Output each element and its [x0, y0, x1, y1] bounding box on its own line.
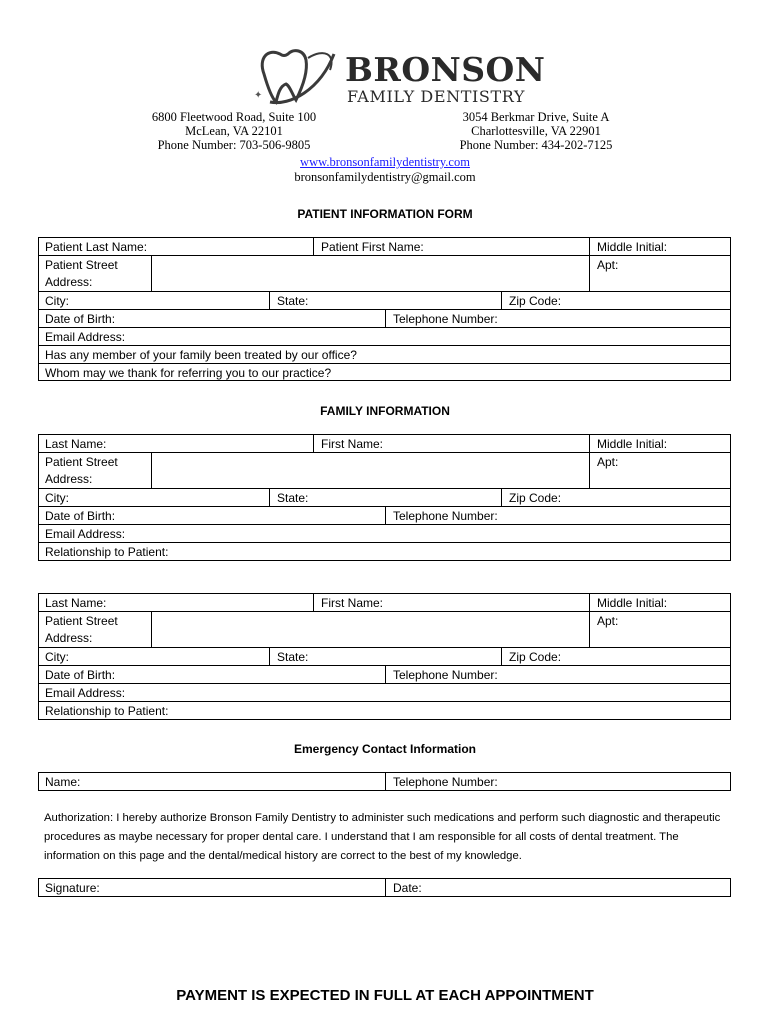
patient-zip-field[interactable]: Zip Code:: [509, 294, 562, 308]
patient-first-name-field[interactable]: Patient First Name:: [321, 240, 424, 254]
authorization-text: Authorization: I hereby authorize Bronson Family Dentistry to administer such medications and perform such diagnostic and therapeutic procedures as maybe necessary for proper dental care. I understand that I am responsible for all costs of dental treatment. The information on this page and the dental/medical history are correct to the best of my knowledge.: [44, 812, 721, 862]
family-last-name-field[interactable]: Last Name:: [45, 596, 107, 610]
left-office-address: [104, 110, 364, 152]
website-link[interactable]: www.bronsonfamilydentistry.com: [300, 155, 470, 169]
family-street-address-input[interactable]: [153, 612, 587, 646]
family-address-label: Address:: [45, 631, 93, 645]
patient-street-label: Patient Street: [45, 258, 118, 272]
family-zip-field[interactable]: Zip Code:: [509, 650, 562, 664]
left-address-line: McLean, VA 22101: [185, 124, 283, 138]
patient-form-title: PATIENT INFORMATION FORM: [297, 207, 473, 221]
family-zip-field[interactable]: Zip Code:: [509, 491, 562, 505]
family-email-field[interactable]: Email Address:: [45, 686, 126, 700]
family-state-field[interactable]: State:: [277, 650, 309, 664]
brand-subtitle: FAMILY DENTISTRY: [347, 87, 526, 106]
patient-city-field[interactable]: City:: [45, 294, 69, 308]
referral-question[interactable]: Whom may we thank for referring you to our practice?: [45, 366, 332, 380]
right-office-address: [406, 110, 666, 152]
patient-telephone-field[interactable]: Telephone Number:: [393, 312, 498, 326]
payment-notice: PAYMENT IS EXPECTED IN FULL AT EACH APPOINTMENT: [176, 987, 594, 1004]
date-field[interactable]: Date:: [393, 881, 422, 895]
family-dob-field[interactable]: Date of Birth:: [45, 668, 116, 682]
family-first-name-field[interactable]: First Name:: [321, 437, 384, 451]
family-member-table: [38, 434, 731, 561]
family-street-label: Patient Street: [45, 455, 118, 469]
emergency-telephone-field[interactable]: Telephone Number:: [393, 775, 498, 789]
family-email-field[interactable]: Email Address:: [45, 527, 126, 541]
family-dob-field[interactable]: Date of Birth:: [45, 509, 116, 523]
right-address-line: 3054 Berkmar Drive, Suite A: [462, 110, 610, 124]
brand-name: BRONSON: [345, 50, 546, 89]
family-member-table: [38, 593, 731, 720]
family-relationship-field[interactable]: Relationship to Patient:: [45, 704, 169, 718]
right-address-line: Phone Number: 434-202-7125: [459, 138, 613, 152]
family-city-field[interactable]: City:: [45, 491, 69, 505]
emergency-contact-table: [38, 772, 731, 791]
family-city-field[interactable]: City:: [45, 650, 69, 664]
patient-last-name-field[interactable]: Patient Last Name:: [45, 240, 148, 254]
signature-table: [38, 878, 731, 897]
family-street-address-input[interactable]: [153, 453, 587, 487]
family-middle-initial-field[interactable]: Middle Initial:: [597, 437, 668, 451]
family-address-label: Address:: [45, 472, 93, 486]
family-last-name-field[interactable]: Last Name:: [45, 437, 107, 451]
family-apt-field[interactable]: Apt:: [597, 614, 619, 628]
svg-text:✦: ✦: [254, 90, 263, 101]
patient-state-field[interactable]: State:: [277, 294, 309, 308]
family-relationship-field[interactable]: Relationship to Patient:: [45, 545, 169, 559]
tooth-logo-icon: [250, 44, 342, 108]
patient-middle-initial-field[interactable]: Middle Initial:: [597, 240, 668, 254]
right-address-line: Charlottesville, VA 22901: [471, 124, 601, 138]
family-treated-question[interactable]: Has any member of your family been treated by our office?: [45, 348, 357, 362]
left-address-line: 6800 Fleetwood Road, Suite 100: [151, 110, 317, 124]
patient-dob-field[interactable]: Date of Birth:: [45, 312, 116, 326]
family-telephone-field[interactable]: Telephone Number:: [393, 668, 498, 682]
left-address-line: Phone Number: 703-506-9805: [157, 138, 311, 152]
signature-field[interactable]: Signature:: [45, 881, 100, 895]
family-state-field[interactable]: State:: [277, 491, 309, 505]
patient-email-field[interactable]: Email Address:: [45, 330, 126, 344]
patient-street-address-input[interactable]: [153, 256, 587, 290]
family-middle-initial-field[interactable]: Middle Initial:: [597, 596, 668, 610]
patient-address-label: Address:: [45, 275, 93, 289]
emergency-contact-title: Emergency Contact Information: [293, 742, 477, 756]
family-street-label: Patient Street: [45, 614, 118, 628]
email-address: bronsonfamilydentistry@gmail.com: [294, 170, 476, 184]
family-first-name-field[interactable]: First Name:: [321, 596, 384, 610]
family-telephone-field[interactable]: Telephone Number:: [393, 509, 498, 523]
family-apt-field[interactable]: Apt:: [597, 455, 619, 469]
family-info-title: FAMILY INFORMATION: [320, 404, 450, 418]
emergency-name-field[interactable]: Name:: [45, 775, 81, 789]
patient-info-table: [38, 237, 731, 381]
patient-apt-field[interactable]: Apt:: [597, 258, 619, 272]
